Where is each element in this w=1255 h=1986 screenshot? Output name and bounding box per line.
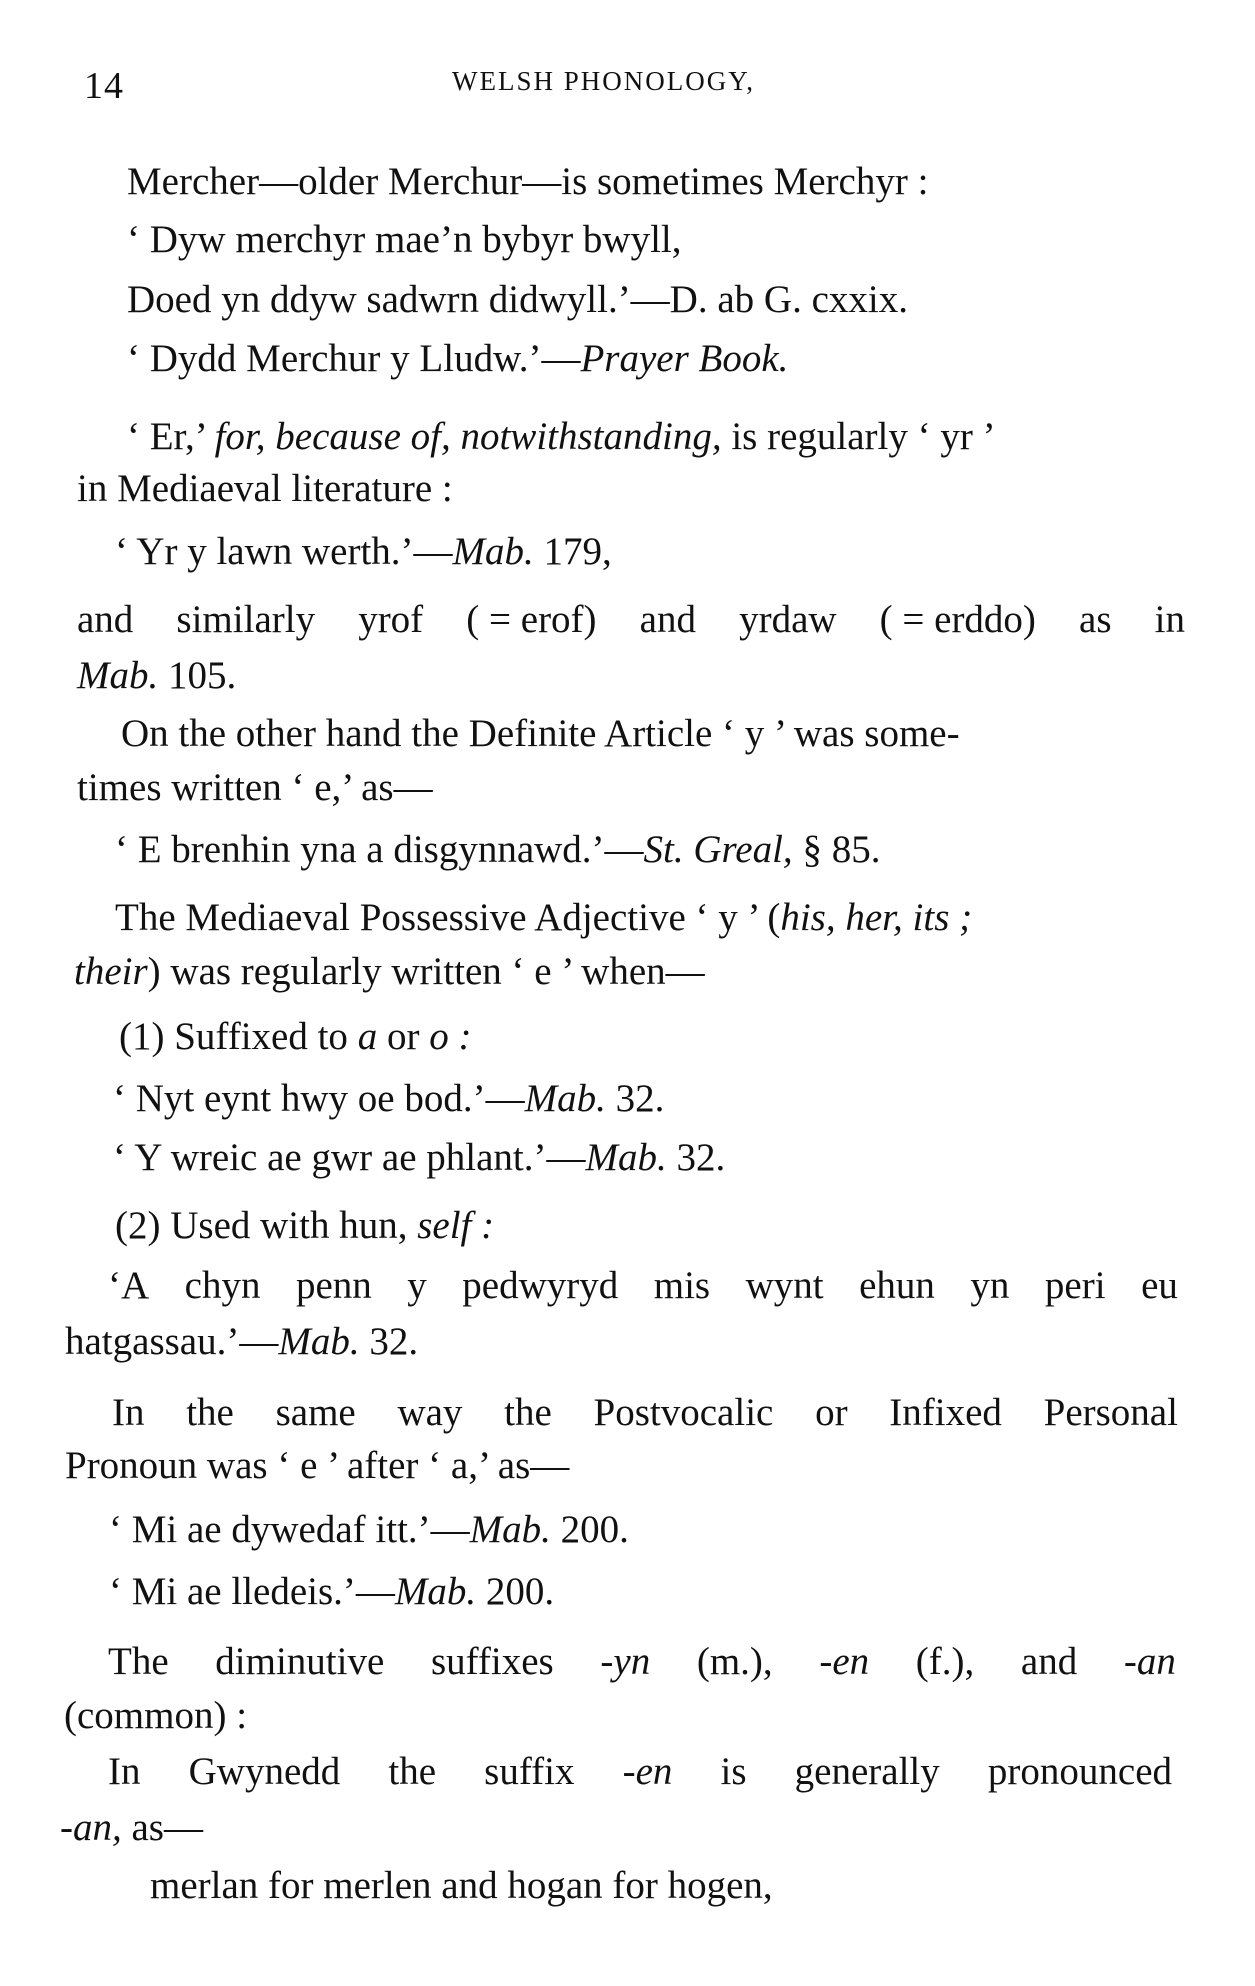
word: yn xyxy=(970,1264,1010,1307)
word: in xyxy=(1154,598,1185,641)
p2-line5-num: 105. xyxy=(168,654,237,697)
p4-q2-source: Mab. xyxy=(585,1136,667,1179)
word: ehun xyxy=(859,1264,935,1307)
p4-q2-num: 32. xyxy=(676,1136,726,1179)
word: chyn xyxy=(184,1264,261,1307)
p3-quote xyxy=(115,830,880,869)
suffix-en: -en xyxy=(819,1640,870,1683)
p4-item2-text: Used with hun, xyxy=(170,1204,408,1247)
p4-item1-num: (1) xyxy=(119,1015,165,1058)
p4-q2-text: ‘ Y wreic ae gwr ae phlant.’— xyxy=(113,1136,586,1179)
word: suffix xyxy=(484,1750,575,1793)
suffix-en: -en xyxy=(622,1750,673,1793)
word: peri xyxy=(1044,1264,1106,1307)
p4-line1-text: The Mediaeval Possessive Adjective ‘ y ’ ( xyxy=(115,896,781,939)
word: suffixes xyxy=(430,1640,554,1683)
p6-line-1 xyxy=(108,1642,1176,1681)
p4-q3-text: hatgassau.’— xyxy=(65,1320,279,1363)
word: penn xyxy=(295,1264,372,1307)
word: ‘A xyxy=(108,1264,150,1307)
p4-quote-2 xyxy=(113,1138,725,1177)
p1-verse-1: ‘ Dyw merchyr mae’n bybyr bwyll, xyxy=(127,218,682,261)
word: mis xyxy=(653,1264,711,1307)
word: wynt xyxy=(745,1264,824,1307)
p4-line-1 xyxy=(115,898,972,937)
word: y xyxy=(407,1264,427,1307)
p2-rest: is regularly ‘ yr ’ xyxy=(731,415,996,458)
p1-quote-source: Prayer Book. xyxy=(580,337,789,380)
p5-q2-text: ‘ Mi ae lledeis.’— xyxy=(109,1570,395,1613)
p4-item1-or: or xyxy=(386,1015,420,1058)
p3-quote-text: ‘ E brenhin yna a disgynnawd.’— xyxy=(115,828,644,871)
p3-quote-num: § 85. xyxy=(802,828,881,871)
p1-intro: Mercher—older Merchur—is sometimes Merchyr : xyxy=(127,160,929,203)
word: Postvocalic xyxy=(593,1391,774,1434)
word: diminutive xyxy=(215,1640,385,1683)
p2-line-1 xyxy=(127,417,996,456)
p7-line-2 xyxy=(60,1808,203,1847)
p2-er: ‘ Er,’ xyxy=(127,415,205,458)
word: as xyxy=(1079,598,1112,641)
p4-line2-text: ) was regularly written ‘ e ’ when— xyxy=(147,950,705,993)
p3-line-2: times written ‘ e,’ as— xyxy=(77,766,433,809)
word: Infixed xyxy=(889,1391,1002,1434)
p4-item-2 xyxy=(115,1206,494,1245)
p5-q1-source: Mab. xyxy=(469,1508,551,1551)
p5-q2-num: 200. xyxy=(485,1570,555,1613)
word: or xyxy=(815,1391,848,1434)
word: Gwynedd xyxy=(188,1750,341,1793)
p4-item1-text: Suffixed to xyxy=(174,1015,348,1058)
p5-q2-source: Mab. xyxy=(394,1570,477,1613)
p5-quote-2 xyxy=(109,1572,554,1611)
word: pronounced xyxy=(987,1750,1172,1793)
p3-line-1: On the other hand the Definite Article ‘ y ’ was some- xyxy=(121,712,960,755)
word: and xyxy=(1020,1640,1078,1683)
p4-quote-3-line-1 xyxy=(108,1266,1178,1305)
p4-q3-num: 32. xyxy=(369,1320,419,1363)
p4-item2-gloss: self : xyxy=(417,1204,495,1247)
word: the xyxy=(388,1750,437,1793)
p4-item1-o: o : xyxy=(429,1015,472,1058)
p6-line-2: (common) : xyxy=(64,1694,248,1737)
p3-quote-source: St. Greal, xyxy=(643,828,793,871)
p1-quote xyxy=(127,339,788,378)
p2-line-2: in Mediaeval literature : xyxy=(77,467,453,510)
p5-line-2: Pronoun was ‘ e ’ after ‘ a,’ as— xyxy=(65,1444,570,1487)
word: similarly xyxy=(176,598,316,641)
p4-q3-source: Mab. xyxy=(278,1320,360,1363)
word: the xyxy=(504,1391,552,1434)
p2-quote-num: 179, xyxy=(543,530,612,573)
p2-quote-text: ‘ Yr y lawn werth.’— xyxy=(115,530,453,573)
word: and xyxy=(77,598,134,641)
p4-quote-1 xyxy=(113,1079,664,1118)
p7-example: merlan for merlen and hogan for hogen, xyxy=(150,1864,773,1907)
p4-item2-num: (2) xyxy=(115,1204,161,1247)
p4-line1-gloss: his, her, its ; xyxy=(780,896,973,939)
word: In xyxy=(108,1750,141,1793)
word: Personal xyxy=(1043,1391,1178,1434)
word: way xyxy=(397,1391,463,1434)
p4-item1-a: a xyxy=(357,1015,378,1058)
word: ( = erddo) xyxy=(879,598,1036,641)
p4-q1-num: 32. xyxy=(615,1077,665,1120)
p1-verse-2: Doed yn ddyw sadwrn didwyll.’—D. ab G. cxxix. xyxy=(127,278,908,321)
word: In xyxy=(112,1391,145,1434)
p5-q1-num: 200. xyxy=(560,1508,629,1551)
word: yrdaw xyxy=(739,598,837,641)
p4-line-2 xyxy=(74,952,705,991)
word: The xyxy=(108,1640,169,1683)
word: the xyxy=(186,1391,234,1434)
suffix-yn: -yn xyxy=(600,1640,651,1683)
p4-q1-source: Mab. xyxy=(524,1077,606,1120)
p4-item-1 xyxy=(119,1017,471,1056)
word: generally xyxy=(794,1750,940,1793)
p4-q1-text: ‘ Nyt eynt hwy oe bod.’— xyxy=(113,1077,525,1120)
p2-line-4 xyxy=(77,600,1185,639)
p4-line2-gloss: their xyxy=(74,950,148,993)
word: yrof xyxy=(358,598,424,641)
p1-quote-text: ‘ Dydd Merchur y Lludw.’— xyxy=(127,337,581,380)
p7-line2-text: as— xyxy=(131,1806,203,1849)
running-title: WELSH PHONOLOGY, xyxy=(452,66,756,96)
word: is xyxy=(720,1750,747,1793)
p4-quote-3-line-2 xyxy=(65,1322,418,1361)
p5-line-1 xyxy=(112,1393,1178,1432)
word: (m.), xyxy=(696,1640,773,1683)
p2-quote xyxy=(115,532,612,571)
page-number: 14 xyxy=(84,65,124,107)
p2-line5-source: Mab. xyxy=(77,654,159,697)
word: (f.), xyxy=(915,1640,975,1683)
p2-gloss: for, because of, notwithstanding, xyxy=(214,415,722,458)
suffix-an: -an, xyxy=(60,1806,122,1849)
p5-q1-text: ‘ Mi ae dywedaf itt.’— xyxy=(109,1508,470,1551)
p7-line-1 xyxy=(108,1752,1172,1791)
p2-line-5 xyxy=(77,656,236,695)
word: ( = erof) xyxy=(466,598,597,641)
word: same xyxy=(275,1391,356,1434)
p5-quote-1 xyxy=(109,1510,629,1549)
word: pedwyryd xyxy=(462,1264,619,1307)
suffix-an: -an xyxy=(1123,1640,1176,1683)
p2-quote-source: Mab. xyxy=(452,530,534,573)
word: and xyxy=(639,598,696,641)
word: eu xyxy=(1141,1264,1178,1307)
